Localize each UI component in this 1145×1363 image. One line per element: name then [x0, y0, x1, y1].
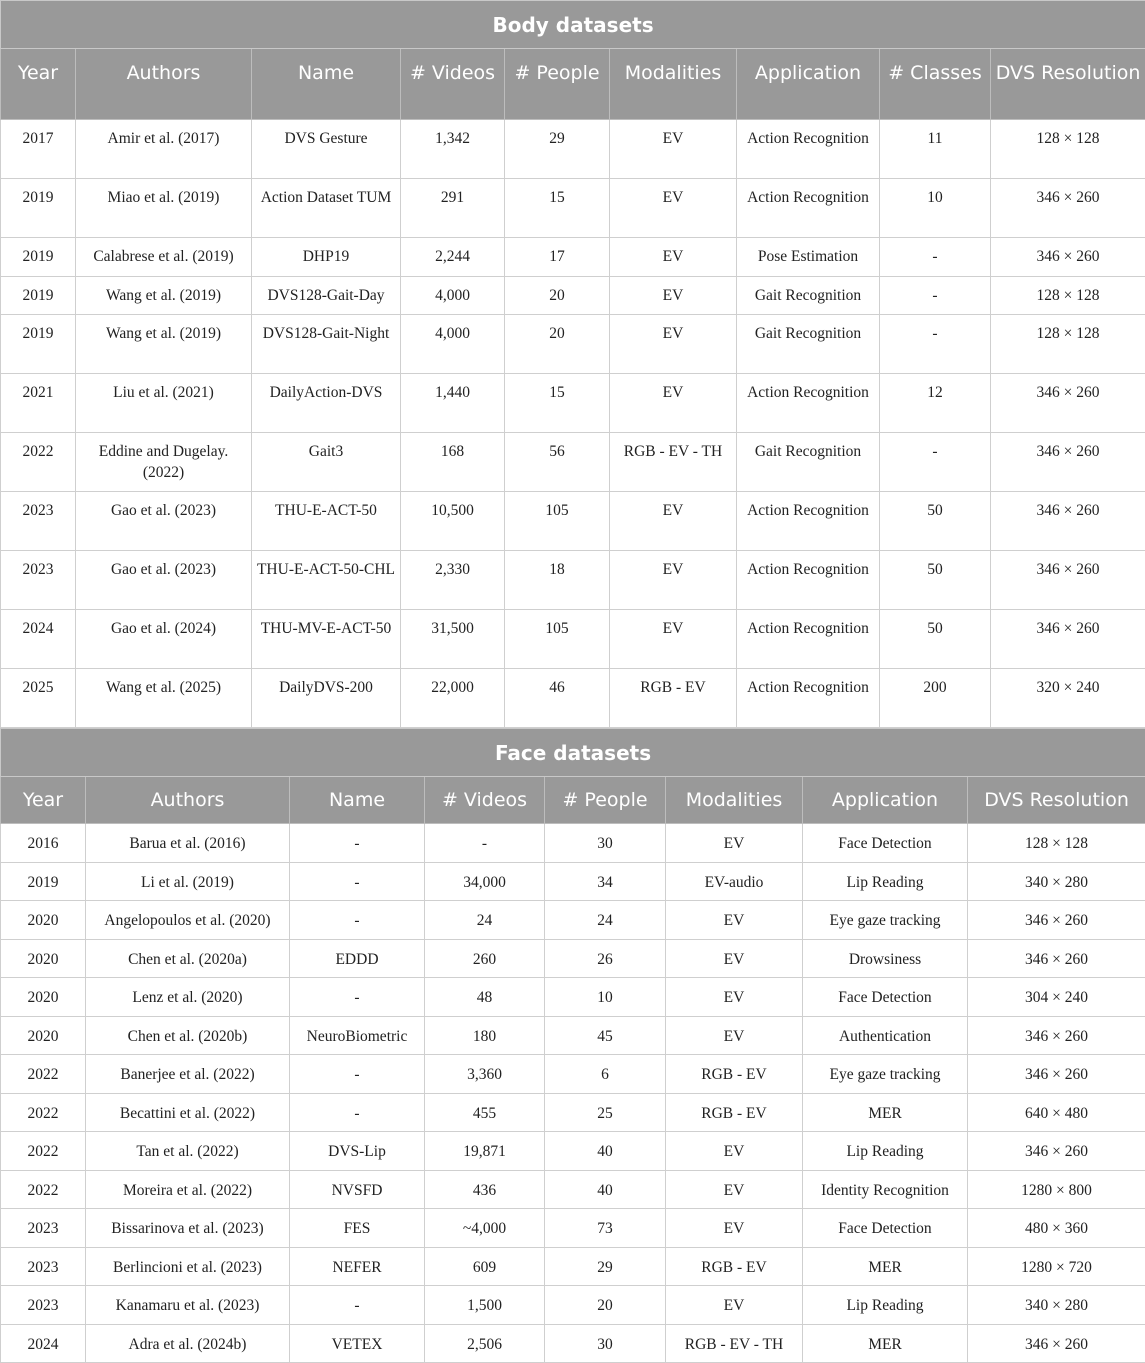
- cell-application: Gait Recognition: [737, 276, 880, 315]
- cell-year: 2019: [1, 276, 76, 315]
- cell-authors: Calabrese et al. (2019): [76, 238, 252, 277]
- cell-videos: ~4,000: [425, 1209, 545, 1248]
- cell-people: 25: [545, 1093, 666, 1132]
- cell-people: 73: [545, 1209, 666, 1248]
- cell-year: 2022: [1, 1093, 86, 1132]
- table-row: [1, 901, 1145, 940]
- face-header-row: [1, 777, 1145, 824]
- cell-dvs-resolution: 1280 × 800: [968, 1170, 1145, 1209]
- cell-name: EDDD: [290, 939, 425, 978]
- cell-modalities: EV: [666, 1170, 803, 1209]
- cell-dvs-resolution: 128 × 128: [991, 315, 1145, 374]
- table-row: [1, 374, 1145, 433]
- table-row: [1, 276, 1145, 315]
- cell-videos: 1,342: [401, 120, 505, 179]
- cell-application: Face Detection: [803, 978, 968, 1017]
- header-application: Application: [737, 49, 880, 120]
- header-name: Name: [252, 49, 401, 120]
- cell-modalities: EV: [666, 1286, 803, 1325]
- cell-year: 2023: [1, 551, 76, 610]
- table-row: [1, 939, 1145, 978]
- cell-videos: 4,000: [401, 276, 505, 315]
- cell-people: 40: [545, 1170, 666, 1209]
- cell-name: VETEX: [290, 1324, 425, 1363]
- table-row: [1, 551, 1145, 610]
- cell-dvs-resolution: 346 × 260: [991, 551, 1145, 610]
- cell-year: 2023: [1, 1209, 86, 1248]
- cell-authors: Amir et al. (2017): [76, 120, 252, 179]
- cell-authors: Chen et al. (2020b): [86, 1016, 290, 1055]
- cell-authors: Chen et al. (2020a): [86, 939, 290, 978]
- cell-people: 56: [505, 433, 610, 492]
- cell-modalities: EV: [610, 276, 737, 315]
- table-row: [1, 862, 1145, 901]
- header-application: Application: [803, 777, 968, 824]
- body-header-row: [1, 49, 1145, 120]
- cell-people: 46: [505, 669, 610, 728]
- cell-application: Gait Recognition: [737, 433, 880, 492]
- cell-year: 2020: [1, 901, 86, 940]
- header-year: Year: [1, 777, 86, 824]
- cell-authors: Barua et al. (2016): [86, 824, 290, 863]
- table-row: [1, 1286, 1145, 1325]
- cell-year: 2022: [1, 1170, 86, 1209]
- cell-authors: Wang et al. (2025): [76, 669, 252, 728]
- cell-videos: 2,330: [401, 551, 505, 610]
- cell-application: Action Recognition: [737, 374, 880, 433]
- cell-videos: 10,500: [401, 492, 505, 551]
- cell-name: FES: [290, 1209, 425, 1248]
- cell-people: 26: [545, 939, 666, 978]
- face-section-title: Face datasets: [1, 729, 1145, 777]
- cell-videos: 31,500: [401, 610, 505, 669]
- cell-application: Eye gaze tracking: [803, 901, 968, 940]
- cell-name: Action Dataset TUM: [252, 179, 401, 238]
- cell-authors: Lenz et al. (2020): [86, 978, 290, 1017]
- cell-modalities: RGB - EV - TH: [666, 1324, 803, 1363]
- cell-name: -: [290, 824, 425, 863]
- cell-year: 2024: [1, 1324, 86, 1363]
- cell-people: 20: [545, 1286, 666, 1325]
- table-row: [1, 315, 1145, 374]
- cell-modalities: EV: [610, 551, 737, 610]
- cell-name: DailyAction-DVS: [252, 374, 401, 433]
- table-row: [1, 824, 1145, 863]
- cell-authors: Gao et al. (2023): [76, 551, 252, 610]
- cell-year: 2023: [1, 1286, 86, 1325]
- cell-application: Action Recognition: [737, 669, 880, 728]
- cell-year: 2024: [1, 610, 76, 669]
- header-authors: Authors: [86, 777, 290, 824]
- cell-people: 40: [545, 1132, 666, 1171]
- cell-dvs-resolution: 346 × 260: [991, 179, 1145, 238]
- header-videos: # Videos: [401, 49, 505, 120]
- cell-dvs-resolution: 346 × 260: [968, 939, 1145, 978]
- table-row: [1, 669, 1145, 728]
- header-modalities: Modalities: [610, 49, 737, 120]
- cell-application: MER: [803, 1093, 968, 1132]
- table-row: [1, 1016, 1145, 1055]
- cell-classes: 10: [880, 179, 991, 238]
- cell-people: 15: [505, 179, 610, 238]
- table-row: [1, 492, 1145, 551]
- cell-people: 29: [505, 120, 610, 179]
- cell-dvs-resolution: 346 × 260: [968, 1055, 1145, 1094]
- cell-people: 15: [505, 374, 610, 433]
- table-row: [1, 610, 1145, 669]
- cell-dvs-resolution: 320 × 240: [991, 669, 1145, 728]
- cell-name: NeuroBiometric: [290, 1016, 425, 1055]
- cell-application: Action Recognition: [737, 492, 880, 551]
- cell-dvs-resolution: 340 × 280: [968, 862, 1145, 901]
- cell-name: DailyDVS-200: [252, 669, 401, 728]
- cell-name: -: [290, 1286, 425, 1325]
- cell-modalities: EV: [666, 1016, 803, 1055]
- cell-application: Face Detection: [803, 1209, 968, 1248]
- cell-modalities: EV: [666, 939, 803, 978]
- cell-videos: 34,000: [425, 862, 545, 901]
- cell-year: 2020: [1, 939, 86, 978]
- cell-application: Action Recognition: [737, 179, 880, 238]
- cell-name: Gait3: [252, 433, 401, 492]
- cell-videos: 19,871: [425, 1132, 545, 1171]
- cell-application: MER: [803, 1324, 968, 1363]
- cell-authors: Gao et al. (2023): [76, 492, 252, 551]
- table-row: [1, 179, 1145, 238]
- cell-modalities: EV: [666, 901, 803, 940]
- cell-dvs-resolution: 480 × 360: [968, 1209, 1145, 1248]
- body-section-title: Body datasets: [1, 1, 1145, 49]
- cell-dvs-resolution: 346 × 260: [968, 1132, 1145, 1171]
- cell-name: NEFER: [290, 1247, 425, 1286]
- header-classes: # Classes: [880, 49, 991, 120]
- cell-application: Gait Recognition: [737, 315, 880, 374]
- cell-classes: 200: [880, 669, 991, 728]
- cell-name: DVS-Lip: [290, 1132, 425, 1171]
- header-dvs-resolution: DVS Resolution: [968, 777, 1145, 824]
- cell-application: Action Recognition: [737, 551, 880, 610]
- table-row: [1, 1055, 1145, 1094]
- cell-classes: -: [880, 315, 991, 374]
- cell-people: 6: [545, 1055, 666, 1094]
- cell-application: Eye gaze tracking: [803, 1055, 968, 1094]
- cell-year: 2016: [1, 824, 86, 863]
- table-row: [1, 1209, 1145, 1248]
- cell-authors: Bissarinova et al. (2023): [86, 1209, 290, 1248]
- cell-dvs-resolution: 340 × 280: [968, 1286, 1145, 1325]
- cell-modalities: EV: [666, 1132, 803, 1171]
- cell-videos: 436: [425, 1170, 545, 1209]
- cell-dvs-resolution: 346 × 260: [991, 238, 1145, 277]
- cell-videos: 455: [425, 1093, 545, 1132]
- cell-year: 2019: [1, 862, 86, 901]
- cell-year: 2023: [1, 492, 76, 551]
- cell-authors: Liu et al. (2021): [76, 374, 252, 433]
- table-row: [1, 1247, 1145, 1286]
- cell-modalities: EV: [666, 824, 803, 863]
- cell-authors: Becattini et al. (2022): [86, 1093, 290, 1132]
- cell-name: -: [290, 978, 425, 1017]
- cell-videos: 260: [425, 939, 545, 978]
- face-datasets-table: [0, 728, 1145, 1363]
- cell-people: 105: [505, 610, 610, 669]
- table-row: [1, 433, 1145, 492]
- cell-modalities: EV: [666, 978, 803, 1017]
- table-row: [1, 1132, 1145, 1171]
- cell-year: 2019: [1, 238, 76, 277]
- cell-modalities: EV: [610, 238, 737, 277]
- cell-videos: 291: [401, 179, 505, 238]
- cell-dvs-resolution: 640 × 480: [968, 1093, 1145, 1132]
- header-people: # People: [545, 777, 666, 824]
- cell-dvs-resolution: 346 × 260: [968, 901, 1145, 940]
- cell-modalities: RGB - EV: [666, 1093, 803, 1132]
- cell-year: 2019: [1, 179, 76, 238]
- cell-people: 17: [505, 238, 610, 277]
- cell-people: 29: [545, 1247, 666, 1286]
- cell-people: 105: [505, 492, 610, 551]
- cell-classes: -: [880, 433, 991, 492]
- cell-name: DVS128-Gait-Night: [252, 315, 401, 374]
- cell-application: Drowsiness: [803, 939, 968, 978]
- cell-dvs-resolution: 346 × 260: [991, 492, 1145, 551]
- cell-dvs-resolution: 346 × 260: [991, 433, 1145, 492]
- cell-authors: Gao et al. (2024): [76, 610, 252, 669]
- cell-application: MER: [803, 1247, 968, 1286]
- cell-year: 2020: [1, 1016, 86, 1055]
- header-people: # People: [505, 49, 610, 120]
- cell-authors: Miao et al. (2019): [76, 179, 252, 238]
- cell-authors: Li et al. (2019): [86, 862, 290, 901]
- cell-videos: 2,244: [401, 238, 505, 277]
- cell-videos: 1,500: [425, 1286, 545, 1325]
- table-row: [1, 1324, 1145, 1363]
- cell-modalities: RGB - EV: [610, 669, 737, 728]
- cell-name: -: [290, 862, 425, 901]
- cell-modalities: EV: [610, 610, 737, 669]
- cell-authors: Angelopoulos et al. (2020): [86, 901, 290, 940]
- cell-year: 2017: [1, 120, 76, 179]
- cell-year: 2019: [1, 315, 76, 374]
- cell-videos: 48: [425, 978, 545, 1017]
- cell-authors: Wang et al. (2019): [76, 315, 252, 374]
- cell-people: 20: [505, 276, 610, 315]
- cell-modalities: EV: [610, 374, 737, 433]
- cell-classes: -: [880, 238, 991, 277]
- cell-classes: 50: [880, 551, 991, 610]
- cell-application: Action Recognition: [737, 120, 880, 179]
- cell-people: 10: [545, 978, 666, 1017]
- cell-name: THU-E-ACT-50-CHL: [252, 551, 401, 610]
- cell-year: 2021: [1, 374, 76, 433]
- cell-classes: 12: [880, 374, 991, 433]
- cell-people: 30: [545, 1324, 666, 1363]
- header-modalities: Modalities: [666, 777, 803, 824]
- cell-year: 2022: [1, 1132, 86, 1171]
- cell-dvs-resolution: 128 × 128: [991, 276, 1145, 315]
- cell-name: THU-MV-E-ACT-50: [252, 610, 401, 669]
- cell-application: Pose Estimation: [737, 238, 880, 277]
- cell-year: 2022: [1, 433, 76, 492]
- cell-year: 2023: [1, 1247, 86, 1286]
- cell-people: 24: [545, 901, 666, 940]
- cell-authors: Banerjee et al. (2022): [86, 1055, 290, 1094]
- cell-application: Identity Recognition: [803, 1170, 968, 1209]
- cell-modalities: EV: [610, 315, 737, 374]
- cell-dvs-resolution: 346 × 260: [968, 1016, 1145, 1055]
- cell-modalities: RGB - EV: [666, 1247, 803, 1286]
- table-row: [1, 1093, 1145, 1132]
- cell-videos: 609: [425, 1247, 545, 1286]
- header-dvs-resolution: DVS Resolution: [991, 49, 1145, 120]
- cell-modalities: EV: [610, 492, 737, 551]
- cell-authors: Moreira et al. (2022): [86, 1170, 290, 1209]
- cell-classes: -: [880, 276, 991, 315]
- cell-application: Lip Reading: [803, 1132, 968, 1171]
- cell-authors: Kanamaru et al. (2023): [86, 1286, 290, 1325]
- cell-videos: -: [425, 824, 545, 863]
- table-row: [1, 1170, 1145, 1209]
- cell-authors: Wang et al. (2019): [76, 276, 252, 315]
- cell-people: 30: [545, 824, 666, 863]
- cell-year: 2025: [1, 669, 76, 728]
- cell-videos: 2,506: [425, 1324, 545, 1363]
- cell-people: 18: [505, 551, 610, 610]
- cell-year: 2020: [1, 978, 86, 1017]
- cell-name: -: [290, 1093, 425, 1132]
- cell-name: -: [290, 1055, 425, 1094]
- cell-videos: 22,000: [401, 669, 505, 728]
- cell-application: Face Detection: [803, 824, 968, 863]
- cell-authors: Eddine and Dugelay. (2022): [76, 433, 252, 492]
- cell-authors: Adra et al. (2024b): [86, 1324, 290, 1363]
- cell-classes: 11: [880, 120, 991, 179]
- cell-people: 20: [505, 315, 610, 374]
- cell-authors: Berlincioni et al. (2023): [86, 1247, 290, 1286]
- cell-modalities: EV: [610, 120, 737, 179]
- cell-dvs-resolution: 1280 × 720: [968, 1247, 1145, 1286]
- table-row: [1, 978, 1145, 1017]
- cell-videos: 180: [425, 1016, 545, 1055]
- cell-modalities: EV: [666, 1209, 803, 1248]
- cell-name: DHP19: [252, 238, 401, 277]
- cell-application: Action Recognition: [737, 610, 880, 669]
- cell-application: Authentication: [803, 1016, 968, 1055]
- cell-videos: 3,360: [425, 1055, 545, 1094]
- cell-authors: Tan et al. (2022): [86, 1132, 290, 1171]
- table-row: [1, 238, 1145, 277]
- cell-people: 45: [545, 1016, 666, 1055]
- cell-name: NVSFD: [290, 1170, 425, 1209]
- cell-name: -: [290, 901, 425, 940]
- cell-year: 2022: [1, 1055, 86, 1094]
- cell-classes: 50: [880, 610, 991, 669]
- cell-videos: 1,440: [401, 374, 505, 433]
- cell-name: THU-E-ACT-50: [252, 492, 401, 551]
- cell-modalities: RGB - EV - TH: [610, 433, 737, 492]
- cell-classes: 50: [880, 492, 991, 551]
- table-row: [1, 120, 1145, 179]
- header-name: Name: [290, 777, 425, 824]
- header-videos: # Videos: [425, 777, 545, 824]
- cell-name: DVS128-Gait-Day: [252, 276, 401, 315]
- cell-dvs-resolution: 346 × 260: [968, 1324, 1145, 1363]
- cell-dvs-resolution: 304 × 240: [968, 978, 1145, 1017]
- cell-people: 34: [545, 862, 666, 901]
- header-year: Year: [1, 49, 76, 120]
- cell-application: Lip Reading: [803, 1286, 968, 1325]
- cell-videos: 4,000: [401, 315, 505, 374]
- cell-dvs-resolution: 128 × 128: [968, 824, 1145, 863]
- cell-modalities: EV-audio: [666, 862, 803, 901]
- cell-dvs-resolution: 346 × 260: [991, 610, 1145, 669]
- cell-modalities: EV: [610, 179, 737, 238]
- cell-modalities: RGB - EV: [666, 1055, 803, 1094]
- cell-videos: 24: [425, 901, 545, 940]
- header-authors: Authors: [76, 49, 252, 120]
- cell-name: DVS Gesture: [252, 120, 401, 179]
- cell-application: Lip Reading: [803, 862, 968, 901]
- cell-dvs-resolution: 346 × 260: [991, 374, 1145, 433]
- cell-videos: 168: [401, 433, 505, 492]
- cell-dvs-resolution: 128 × 128: [991, 120, 1145, 179]
